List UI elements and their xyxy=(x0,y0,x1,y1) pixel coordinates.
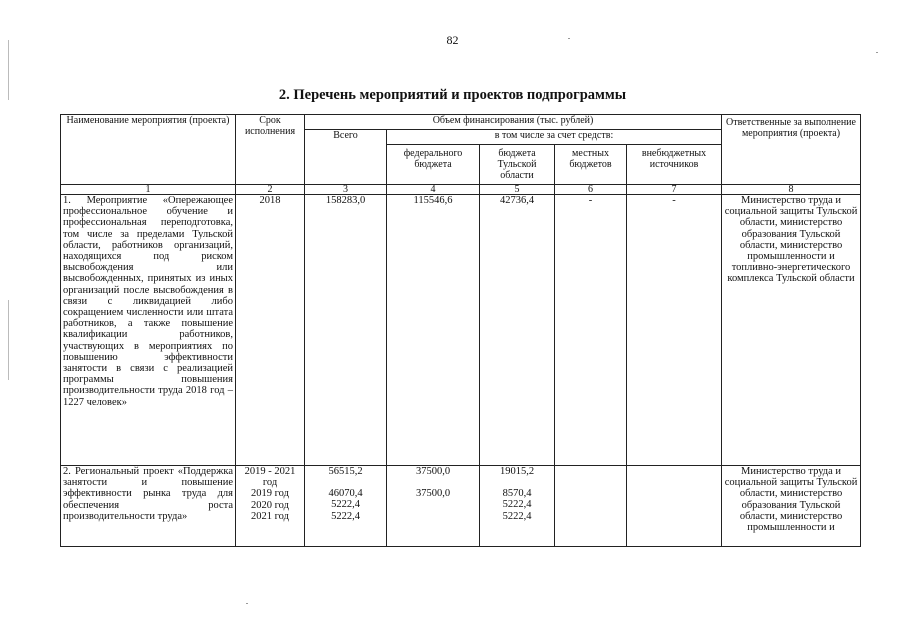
project-term xyxy=(236,466,305,547)
project-total-value: 5222,4 xyxy=(331,510,360,522)
project-total-value: 46070,4 xyxy=(328,488,363,500)
project-regional-value: 8570,4 xyxy=(502,488,532,500)
header-total: Всего xyxy=(305,130,387,185)
scan-dot xyxy=(876,52,878,53)
project-total-value: 5222,4 xyxy=(331,499,360,511)
column-number: 8 xyxy=(722,185,861,195)
scan-dot xyxy=(246,603,248,604)
project-regional-value: 5222,4 xyxy=(502,510,532,522)
project-regional-value: 5222,4 xyxy=(502,499,532,511)
column-number: 3 xyxy=(305,185,387,195)
activity-term: 2018 xyxy=(236,195,305,466)
column-number: 7 xyxy=(627,185,722,195)
project-federal xyxy=(387,466,480,547)
financing-table xyxy=(60,114,861,547)
header-federal: федерального бюджета xyxy=(387,145,480,185)
project-local xyxy=(555,466,627,547)
project-federal-value: 37500,0 xyxy=(415,466,451,477)
project-regional-value: 19015,2 xyxy=(499,466,535,477)
header-regional: бюджета Тульской области xyxy=(480,145,555,185)
activity-responsible: Министерство труда и социальной защиты Тульской области, министерство образования Тульской области, министерство промышленности и топливно-энергетического комплекса Тульской области xyxy=(722,195,861,466)
project-term-line: 2020 год xyxy=(251,499,289,511)
header-name: Наименование мероприятия (проекта) xyxy=(61,115,236,185)
activity-regional: 42736,4 xyxy=(480,195,555,466)
project-offbudget xyxy=(627,466,722,547)
header-responsible: Ответственные за выполнение мероприятия (проекта) xyxy=(722,115,861,185)
activity-name: 1. Мероприятие «Опережающее профессиональное обучение и профессиональная переподготовка, том числе за пределами Тульской области, работников организаций, находящихся под риском высвобождения или высвобожденных, принятых из иных организаций после высвобождения в связи с ликвидацией либо сокращением численности или штата работников, а также повышение квалификации работников, участвующих в мероприятиях по повышению эффективности занятости в связи с реализацией программы повышения производительности труда 2018 год – 1227 человек» xyxy=(61,195,236,466)
project-term-line: 2019 год xyxy=(251,488,289,500)
header-financing: Объем финансирования (тыс. рублей) xyxy=(305,115,722,130)
project-federal-value: 37500,0 xyxy=(415,488,451,500)
table-row xyxy=(61,466,861,547)
column-number: 6 xyxy=(555,185,627,195)
header-local: местных бюджетов xyxy=(555,145,627,185)
activity-local: - xyxy=(555,195,627,466)
page-number: 82 xyxy=(446,33,459,47)
column-number-row xyxy=(61,185,861,195)
column-number: 2 xyxy=(236,185,305,195)
activity-total: 158283,0 xyxy=(305,195,387,466)
project-term-line: 2019 - 2021 год xyxy=(244,466,296,489)
column-number: 4 xyxy=(387,185,480,195)
activity-federal: 115546,6 xyxy=(387,195,480,466)
header-including: в том числе за счет средств: xyxy=(387,130,722,145)
table-row xyxy=(61,195,861,466)
column-number: 5 xyxy=(480,185,555,195)
header-term: Срок исполнения xyxy=(236,115,305,185)
project-term-line: 2021 год xyxy=(251,510,289,522)
activity-offbudget: - xyxy=(627,195,722,466)
column-number: 1 xyxy=(61,185,236,195)
header-offbudget: внебюджетных источников xyxy=(627,145,722,185)
project-name: 2. Региональный проект «Поддержка занятости и повышение эффективности рынка труда для обеспечения роста производительности труда» xyxy=(61,466,236,547)
project-total-value: 56515,2 xyxy=(328,466,363,477)
project-regional xyxy=(480,466,555,547)
scan-margin-mark xyxy=(8,300,9,380)
project-responsible: Министерство труда и социальной защиты Тульской области, министерство образования Тульской области, министерство промышленности и xyxy=(722,466,861,547)
document-title: 2. Перечень мероприятий и проектов подпрограммы xyxy=(278,87,627,103)
project-total xyxy=(305,466,387,547)
